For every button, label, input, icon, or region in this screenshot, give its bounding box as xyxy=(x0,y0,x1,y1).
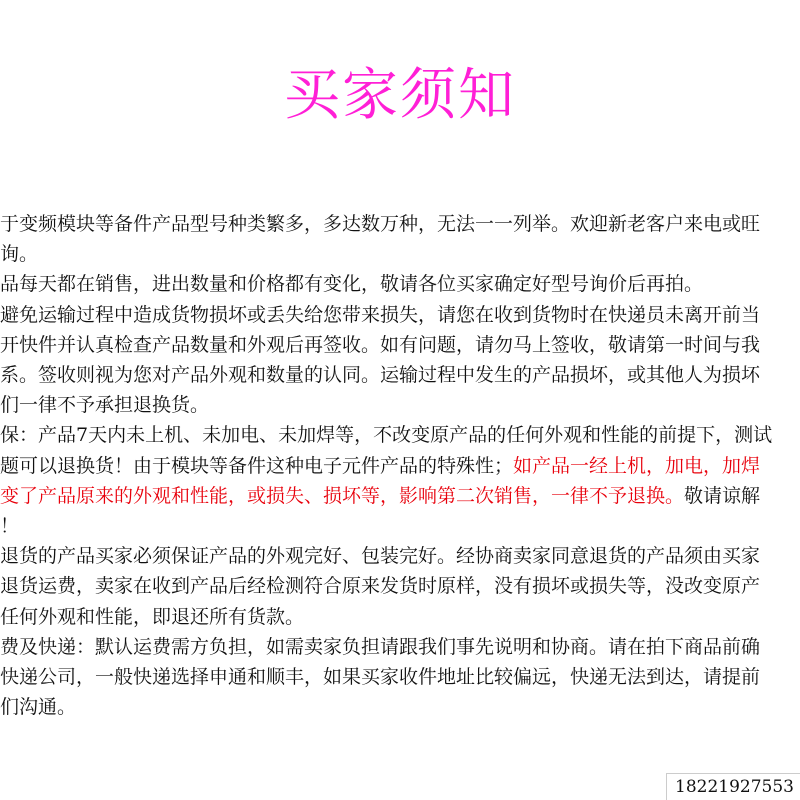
line-text: 敬请谅解 xyxy=(684,484,761,507)
line-text: 开快件并认真检查产品数量和外观后再签收。如有问题，请勿马上签收，敬请第一时间与我 xyxy=(0,333,761,356)
line-text: 任何外观和性能，即退还所有货款。 xyxy=(0,605,305,628)
line-text: 快递公司，一般快递选择申通和顺丰，如果买家收件地址比较偏远，快递无法到达，请提前 xyxy=(0,666,761,688)
line-text: 们沟通。 xyxy=(0,696,77,719)
line-text: 退货的产品买家必须保证产品的外观完好、包装完好。经协商卖家同意退货的产品须由买家 xyxy=(0,545,761,568)
line-text: 询。 xyxy=(0,243,39,266)
notice-line xyxy=(0,633,760,661)
notice-line xyxy=(0,361,760,389)
line-text: 们一律不予承担退换货。 xyxy=(0,394,210,417)
notice-line xyxy=(0,421,772,449)
notice-line xyxy=(0,603,304,631)
line-text: 保：产品7天内未上机、未加电、未加焊等，不改变原产品的任何外观和性能的前提下，测试 xyxy=(0,424,773,447)
line-text: 退货运费，卖家在收到产品后经检测符合原来发货时原样，没有损坏或损失等，没改变原产 xyxy=(0,575,761,598)
line-text: 于变频模块等备件产品型号种类繁多，多达数万种，无法一一列举。欢迎新老客户来电或旺 xyxy=(0,213,761,235)
notice-line xyxy=(0,270,703,298)
notice-line xyxy=(0,482,760,510)
notice-line xyxy=(0,572,760,600)
line-text: 费及快递：默认运费需方负担，如需卖家负担请跟我们事先说明和协商。请在拍下商品前确 xyxy=(0,635,761,658)
notice-line xyxy=(0,693,76,721)
phone-number: 18221927553 xyxy=(666,773,800,800)
notice-line xyxy=(0,240,38,268)
line-text: 品每天都在销售，进出数量和价格都有变化，敬请各位买家确定好型号询价后再拍。 xyxy=(0,273,704,296)
warning-text: 如产品一经上机，加电，加焊 xyxy=(513,454,761,477)
notice-line xyxy=(0,301,760,329)
notice-line xyxy=(0,391,209,419)
notice-line xyxy=(0,663,760,691)
line-text: 避免运输过程中造成货物损坏或丢失给您带来损失，请您在收到货物时在快递员未离开前当 xyxy=(0,303,761,326)
notice-line xyxy=(0,210,760,238)
line-text: 题可以退换货！由于模块等备件这种电子元件产品的特殊性； xyxy=(0,454,514,477)
notice-line xyxy=(0,542,760,570)
warning-text: 变了产品原来的外观和性能，或损失、损坏等，影响第二次销售，一律不予退换。 xyxy=(0,484,685,507)
page-title: 买家须知 xyxy=(284,63,516,128)
line-text: 系。签收则视为您对产品外观和数量的认同。运输过程中发生的产品损坏，或其他人为损坏 xyxy=(0,364,761,386)
notice-line xyxy=(0,331,760,359)
notice-line xyxy=(0,512,19,540)
notice-line xyxy=(0,452,760,480)
line-text: ！ xyxy=(0,515,20,537)
